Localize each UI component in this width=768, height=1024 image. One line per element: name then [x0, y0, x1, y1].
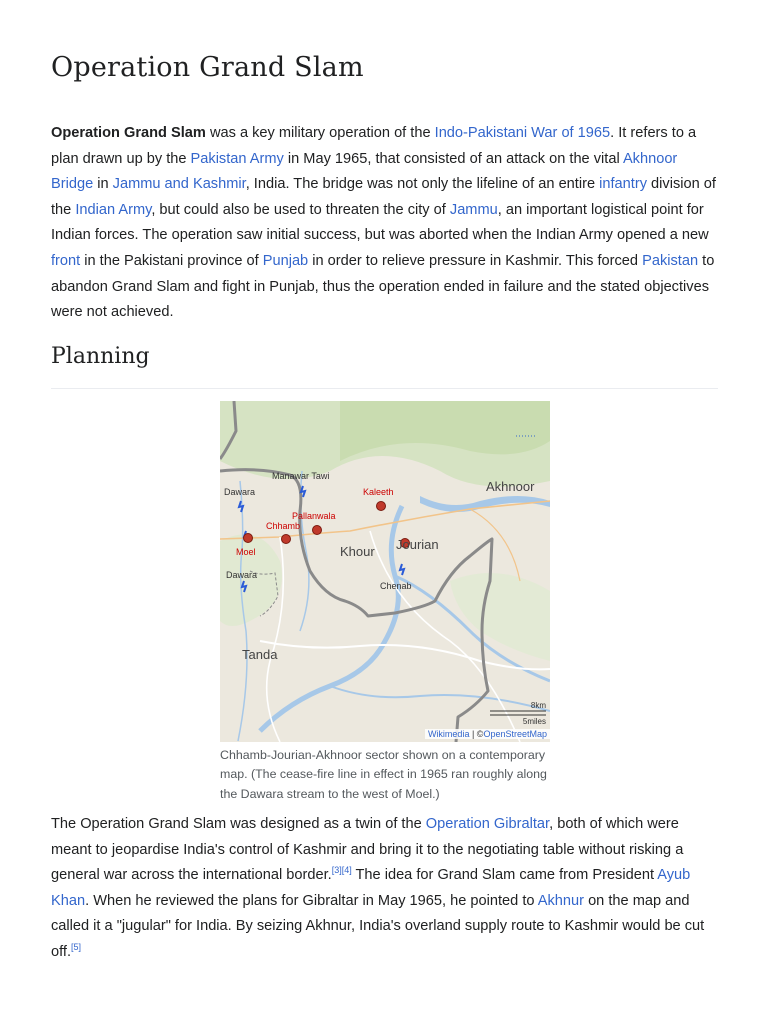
- text-run: . When he reviewed the plans for Gibraltar in May 1965, he pointed to: [85, 892, 538, 909]
- section-divider: [51, 388, 718, 389]
- map-label-tanda: Tanda: [242, 647, 278, 662]
- link-pakistan[interactable]: Pakistan: [642, 252, 699, 269]
- section-heading-planning: Planning: [51, 344, 150, 369]
- link-infantry[interactable]: infantry: [599, 176, 647, 193]
- link-indo-pakistani-war-1965[interactable]: Indo-Pakistani War of 1965: [434, 125, 611, 141]
- text-run: was a key military operation of the: [205, 125, 435, 141]
- map-label-chenab: Chenab: [380, 581, 412, 591]
- map-label-dawara-south: Dawara: [226, 570, 258, 580]
- map-label-chhamb: Chhamb: [266, 521, 301, 531]
- link-indian-army[interactable]: Indian Army: [75, 201, 152, 218]
- link-punjab[interactable]: Punjab: [262, 252, 309, 269]
- map-label-dawara: Dawara: [224, 487, 256, 497]
- text-run: on the map and called it a "jugular" for India. By seizing Akhnur, India's overland supply route to Kashmir would be cut off.: [51, 892, 705, 960]
- link-wikimedia[interactable]: Wikimedia: [427, 729, 470, 739]
- map-label-khour: Khour: [340, 544, 375, 559]
- citation-5[interactable]: [5]: [71, 942, 82, 953]
- map-label-manawar-tawi: Manawar Tawi: [272, 471, 330, 481]
- map-label-jourian: Jourian: [396, 537, 439, 552]
- link-front[interactable]: front: [51, 252, 81, 269]
- scale-km: 8km: [530, 701, 546, 710]
- map-label-moel: Moel: [236, 547, 256, 557]
- link-ayub-khan[interactable]: Ayub Khan: [51, 867, 691, 909]
- text-run: to abandon Grand Slam and fight in Punjab, thus the operation ended in failure and the stated objectives were not achieved.: [51, 252, 715, 321]
- text-run: . It refers to a plan drawn up by the: [51, 125, 697, 167]
- link-akhnur[interactable]: Akhnur: [537, 892, 585, 909]
- link-pakistan-army[interactable]: Pakistan Army: [190, 150, 284, 167]
- text-run: in the Pakistani province of: [80, 252, 263, 269]
- link-openstreetmap[interactable]: OpenStreetMap: [483, 729, 547, 739]
- text-run: , but could also be used to threaten the city of: [151, 201, 450, 218]
- map-figure: [220, 401, 550, 804]
- map-graphic: [220, 401, 550, 742]
- link-jammu[interactable]: Jammu: [449, 201, 498, 218]
- map-label-akhnoor: Akhnoor: [486, 479, 535, 494]
- sector-map[interactable]: [220, 401, 550, 742]
- text-run: , India. The bridge was not only the lifeline of an entire: [245, 176, 600, 193]
- text-run: , an important logistical point for Indian forces. The operation saw initial success, but was aborted when the Indian Army opened a new: [51, 201, 709, 244]
- text-run: The idea for Grand Slam came from President: [351, 867, 658, 884]
- link-operation-gibraltar[interactable]: Operation Gibraltar: [425, 816, 550, 832]
- planning-paragraph: [51, 812, 721, 966]
- intro-paragraph: [51, 121, 721, 326]
- link-jammu-and-kashmir[interactable]: Jammu and Kashmir: [112, 176, 246, 193]
- page-title: Operation Grand Slam: [51, 52, 364, 83]
- attribution-separator: | ©: [471, 729, 484, 739]
- citation-3[interactable]: [3]: [331, 865, 342, 876]
- link-akhnoor-bridge[interactable]: Akhnoor Bridge: [51, 150, 678, 193]
- map-label-pallanwala: Pallanwala: [292, 511, 336, 521]
- figure-caption: Chhamb-Jourian-Akhnoor sector shown on a contemporary map. (The cease-fire line in effect in 1965 ran roughly along the Dawara stream to the west of Moel.): [220, 748, 547, 801]
- map-attribution: [425, 729, 550, 739]
- text-run: in May 1965, that consisted of an attack on the vital: [283, 150, 623, 167]
- text-run: division of the: [51, 176, 716, 218]
- citation-4[interactable]: [4]: [341, 865, 352, 876]
- map-label-kaleeth: Kaleeth: [363, 487, 394, 497]
- scale-miles: 5miles: [522, 717, 546, 726]
- bold-term: Operation Grand Slam: [51, 125, 206, 141]
- text-run: in order to relieve pressure in Kashmir. This forced: [308, 252, 643, 269]
- text-run: The Operation Grand Slam was designed as a twin of the: [51, 816, 426, 832]
- text-run: , both of which were meant to jeopardise India's control of Kashmir and bring it to the negotiating table without risking a general war across the international border.: [51, 816, 684, 884]
- text-run: in: [93, 176, 113, 193]
